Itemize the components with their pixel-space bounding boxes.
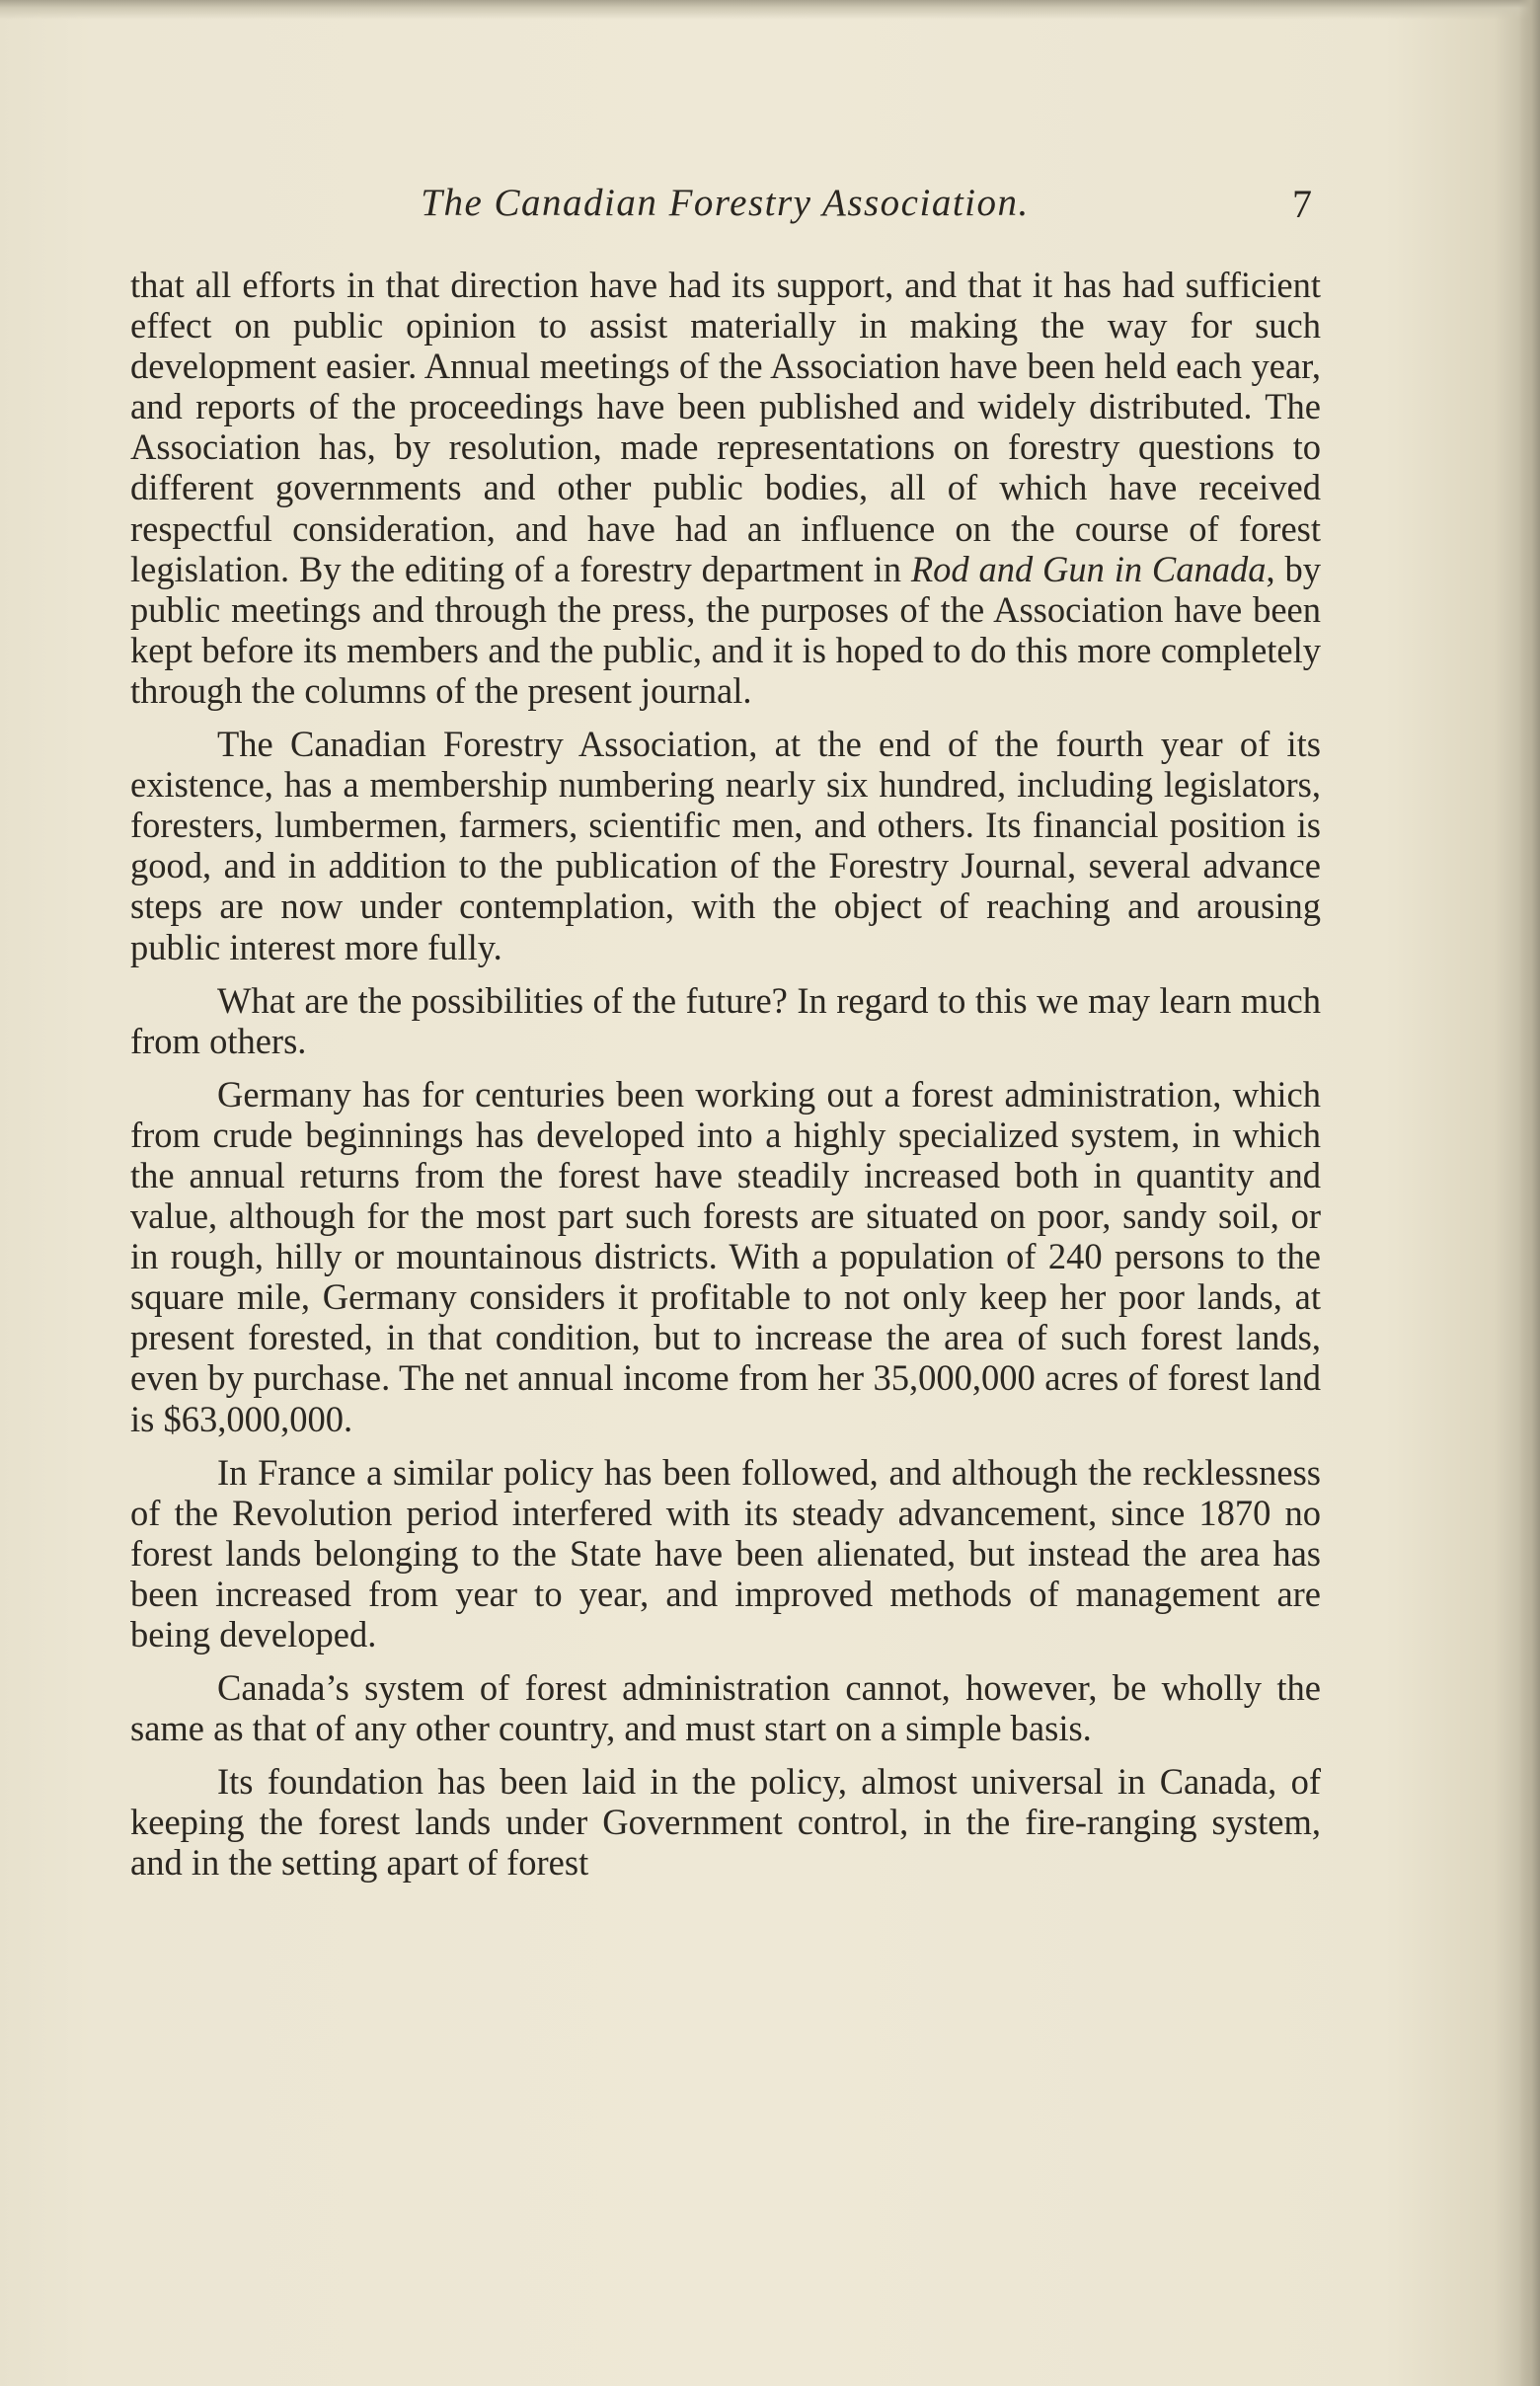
paragraph-1-text: that all efforts in that direction have had its support, and that it has had sufficient effect on public opinion to assist materially in making the way for such development easier. Annual meetings of the Association have been held each year, and reports of the proceedings have been published and widely distributed. The Association has, by resolution, made representations on forestry questions to different governments and other public bodies, all of which have received respectful consideration, and have had an influence on the course of forest legislation. By the editing of a forestry department in bbox=[130, 265, 1321, 589]
page-top-edge bbox=[0, 0, 1540, 20]
paragraph-1-tail: , by public meetings and through the press, the purposes of the Association have been kept before its members and the public, and it is hoped to do this more completely through the columns of the present journal. bbox=[130, 548, 1321, 711]
page-binding-edge bbox=[1518, 0, 1540, 2386]
paragraph-2: The Canadian Forestry Association, at the end of the fourth year of its existence, has a membership numbering nearly six hundred, including legislators, foresters, lumbermen, farmers, scientific men, and others. Its financial position is good, and in addition to the publication of the Forestry Journal, several advance steps are now under contemplation, with the object of reaching and arousing public interest more fully. bbox=[130, 724, 1321, 967]
paragraph-3: What are the possibilities of the future? In regard to this we may learn much from others. bbox=[130, 979, 1321, 1061]
body-text bbox=[130, 265, 1321, 1896]
paragraph-1 bbox=[130, 265, 1321, 711]
page-header bbox=[130, 181, 1320, 240]
paragraph-6: Canada’s system of forest administration cannot, however, be wholly the same as that of any other country, and must start on a simple basis. bbox=[130, 1667, 1321, 1749]
publication-title: Rod and Gun in Canada bbox=[910, 548, 1267, 589]
paragraph-4: Germany has for centuries been working out a forest administration, which from crude beginnings has developed into a highly specialized system, in which the annual returns from the forest have steadily increased both in quantity and value, although for the most part such forests are situated on poor, sandy soil, or in rough, hilly or mountainous districts. With a population of 240 persons to the square mile, Germany considers it profitable to not only keep her poor lands, at present forested, in that condition, but to increase the area of such forest lands, even by purchase. The net annual income from her 35,000,000 acres of forest land is $63,000,000. bbox=[130, 1073, 1321, 1439]
running-title: The Canadian Forestry Association. bbox=[421, 182, 1030, 224]
paragraph-7: Its foundation has been laid in the policy, almost universal in Canada, of keeping the forest lands under Government control, in the fire-ranging system, and in the setting apart of forest bbox=[130, 1761, 1321, 1884]
paragraph-5: In France a similar policy has been followed, and although the recklessness of the Revolution period interfered with its steady advancement, since 1870 no forest lands belonging to the State have been alienated, but instead the area has been increased from year to year, and improved methods of management are being developed. bbox=[130, 1451, 1321, 1655]
page-number: 7 bbox=[1292, 182, 1312, 226]
